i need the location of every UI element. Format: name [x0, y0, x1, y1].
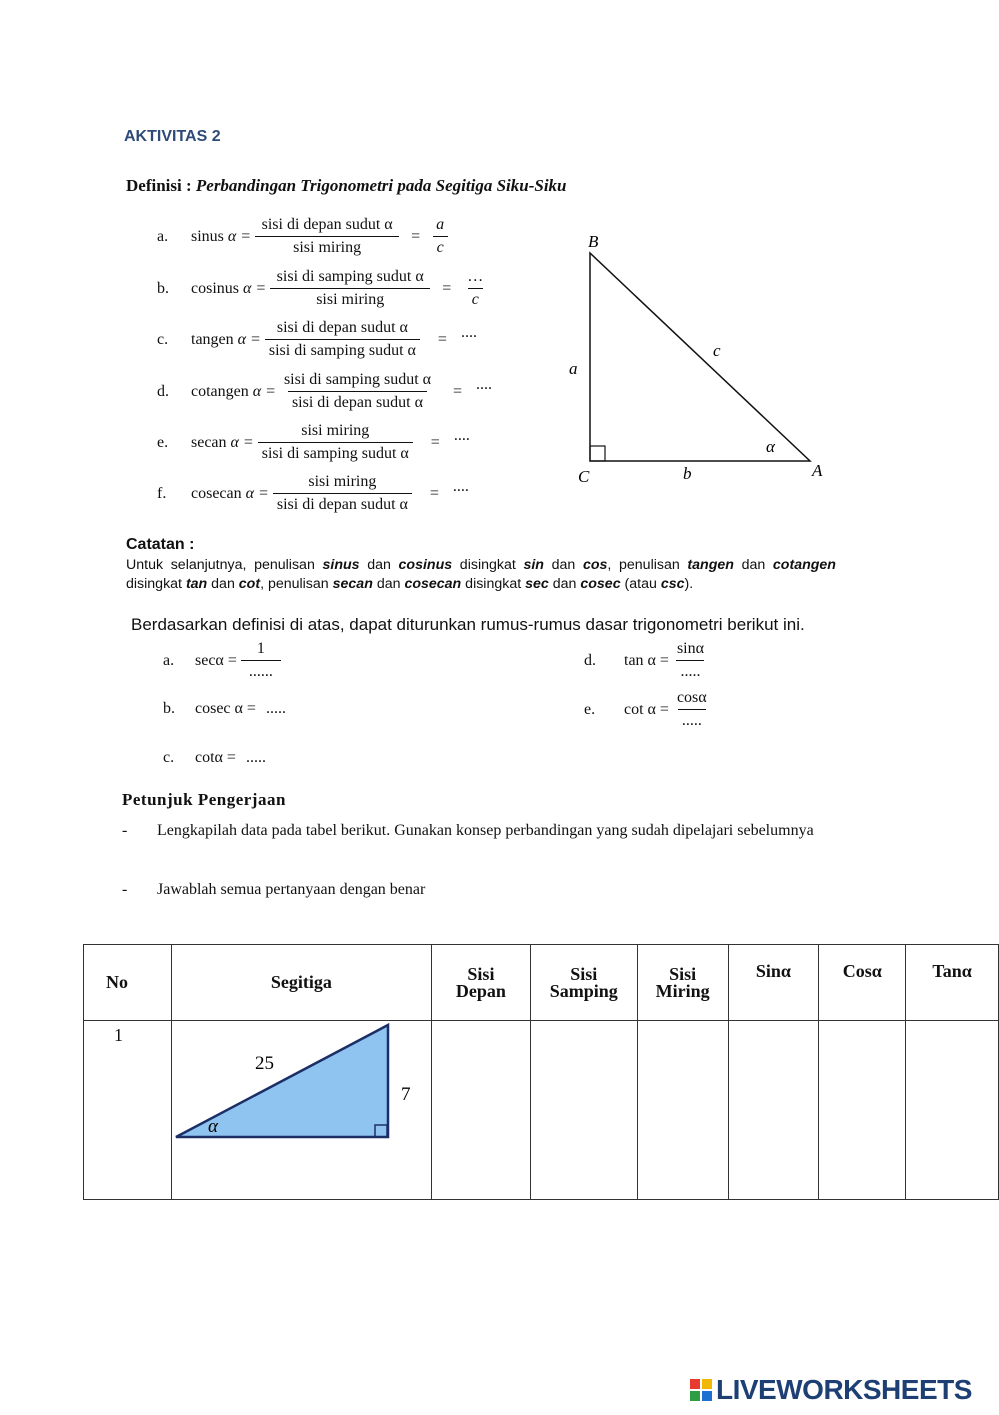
cell-sisi-depan[interactable]: [432, 1021, 531, 1200]
cell-sisi-miring[interactable]: [637, 1021, 728, 1200]
col-no: No: [84, 945, 172, 1021]
table-header-row: [84, 945, 999, 1021]
col-segitiga: Segitiga: [171, 945, 431, 1021]
formula-cotangen: d. cotangen α = $\frac{\text{sisi di samping sudut α}}{\text{sisi di depan sudut α}}$ = ....: [157, 371, 493, 411]
trig-table: [83, 944, 999, 1200]
bullet-dash: -: [122, 822, 128, 839]
catatan-body: Untuk selanjutnya, penulisan sinus dan cosinus disingkat sin dan cos, penulisan tangen dan cotangen disingkat tan dan cot, penulisan secan dan cosecan disingkat sec dan cosec (atau csc).: [126, 557, 836, 592]
derived-cot: c. cotα = .....: [163, 749, 266, 766]
bullet-dash: -: [122, 881, 128, 898]
cell-tan[interactable]: [906, 1021, 999, 1200]
formula-name: secan: [191, 433, 227, 451]
formula-cosinus: b. cosinus α = $\frac{\text{sisi di samping sudut α}}{\text{sisi miring}}$ = $\frac{\dots}{c}$: [157, 268, 491, 309]
formula-name: tangen: [191, 330, 234, 348]
col-sisi-samping: Sisi Samping: [530, 945, 637, 1021]
col-sin: Sinα: [728, 945, 819, 1021]
formula-label: c.: [157, 330, 169, 348]
cell-sisi-samping[interactable]: [530, 1021, 637, 1200]
cell-no: 1: [84, 1021, 172, 1200]
formula-secan: e. secan α = $\frac{\text{sisi miring}}{\text{sisi di samping sudut α}}$ = ....: [157, 422, 470, 462]
vertex-label-a: A: [812, 461, 823, 480]
formula-result: $\frac{a}{c}$: [432, 216, 448, 257]
formula-alpha: α =: [243, 279, 267, 297]
col-tan: Tanα: [906, 945, 999, 1021]
formula-fraction: $\frac{\text{sisi di depan sudut α}}{\text{sisi di samping sudut α}}$: [265, 319, 420, 360]
instruction-item: - Jawablah semua pertanyaan dengan benar: [122, 876, 882, 904]
right-triangle-diagram: [560, 225, 850, 495]
formula-label: d.: [157, 382, 169, 400]
formula-tangen: c. tangen α = $\frac{\text{sisi di depan sudut α}}{\text{sisi di samping sudut α}}$ = ....: [157, 319, 477, 359]
catatan-heading: Catatan :: [126, 536, 195, 553]
formula-label: e.: [157, 433, 169, 451]
formula-name: cosecan: [191, 484, 242, 502]
derived-cosec: b. cosec α = .....: [163, 700, 286, 717]
table-row: [84, 1021, 999, 1200]
formula-alpha: α =: [245, 484, 269, 502]
col-sisi-miring: Sisi Miring: [637, 945, 728, 1021]
formula-alpha: α =: [227, 227, 252, 245]
formula-fraction: $\frac{\text{sisi di depan sudut α}}{\text{sisi miring}}$: [255, 216, 399, 257]
cell-segitiga: [171, 1021, 431, 1200]
right-angle-marker: [590, 446, 605, 461]
angle-label: α: [207, 1116, 218, 1137]
formula-fraction: $\frac{\text{sisi miring}}{\text{sisi di depan sudut α}}$: [273, 473, 412, 514]
formula-fraction: $\frac{\text{sisi di samping sudut α}}{\text{sisi miring}}$: [270, 268, 430, 309]
instruction-item: - Lengkapilah data pada tabel berikut. Gunakan konsep perbandingan yang sudah dipelajari sebelumnya: [122, 817, 882, 873]
formula-cosecan: f. cosecan α = $\frac{\text{sisi miring}}{\text{sisi di depan sudut α}}$ = ....: [157, 473, 469, 513]
col-cos: Cosα: [819, 945, 906, 1021]
formula-name: sinus: [191, 227, 224, 245]
formula-label: a.: [157, 227, 169, 245]
derived-sec: a. secα = $\frac{1}{......}$: [163, 640, 285, 681]
formula-alpha: α =: [230, 433, 254, 451]
formula-fraction: $\frac{\text{sisi di samping sudut α}}{\text{sisi di depan sudut α}}$: [283, 371, 432, 411]
side-label-a: a: [569, 359, 578, 378]
cell-cos[interactable]: [819, 1021, 906, 1200]
formula-result: $\frac{\dots}{c}$: [467, 268, 484, 308]
formula-fraction: $\frac{\text{sisi miring}}{\text{sisi di samping sudut α}}$: [258, 422, 413, 463]
formula-blank: ....: [460, 323, 477, 341]
side-label-b: b: [683, 464, 692, 483]
derived-tan: d. tan α = $\frac{\sin\alpha}{.....}$: [584, 640, 705, 680]
liveworksheets-logo[interactable]: [690, 1374, 972, 1406]
page-title: AKTIVITAS 2: [124, 128, 221, 145]
logo-mark-icon: [690, 1379, 712, 1401]
formula-label: f.: [157, 484, 167, 502]
formula-blank: ....: [476, 375, 493, 393]
formula-blank: ....: [453, 426, 470, 444]
definition-heading: [126, 176, 567, 196]
formula-alpha: α =: [252, 382, 276, 400]
opposite-label: 7: [400, 1084, 411, 1105]
formula-name: cosinus: [191, 279, 239, 297]
vertex-label-c: C: [578, 467, 590, 486]
cell-sin[interactable]: [728, 1021, 819, 1200]
petunjuk-heading: Petunjuk Pengerjaan: [122, 790, 286, 809]
formula-sinus: a. sinus α = $\frac{\text{sisi di depan sudut α}}{\text{sisi miring}}$ = $\frac{a}{c}$: [157, 216, 452, 257]
side-label-c: c: [713, 341, 721, 360]
angle-label-alpha: α: [766, 437, 775, 456]
formula-blank: ....: [452, 477, 469, 495]
logo-text: LIVEWORKSHEETS: [716, 1374, 972, 1405]
definition-title: Perbandingan Trigonometri pada Segitiga Siku-Siku: [195, 176, 567, 195]
hypotenuse-label: 25: [254, 1053, 274, 1074]
derived-intro: Berdasarkan definisi di atas, dapat diturunkan rumus-rumus dasar trigonometri berikut ini.: [131, 615, 805, 634]
triangle-figure: [172, 1021, 430, 1195]
formula-name: cotangen: [191, 382, 249, 400]
col-sisi-depan: Sisi Depan: [432, 945, 531, 1021]
definition-prefix: Definisi :: [126, 176, 196, 195]
derived-cot-ratio: e. cot α = $\frac{\cos\alpha}{.....}$: [584, 689, 707, 729]
formula-alpha: α =: [237, 330, 261, 348]
derived-blank: .....: [245, 749, 266, 766]
formula-label: b.: [157, 279, 169, 297]
triangle-shape: [590, 253, 810, 461]
derived-blank: .....: [265, 700, 286, 717]
vertex-label-b: B: [588, 232, 599, 251]
